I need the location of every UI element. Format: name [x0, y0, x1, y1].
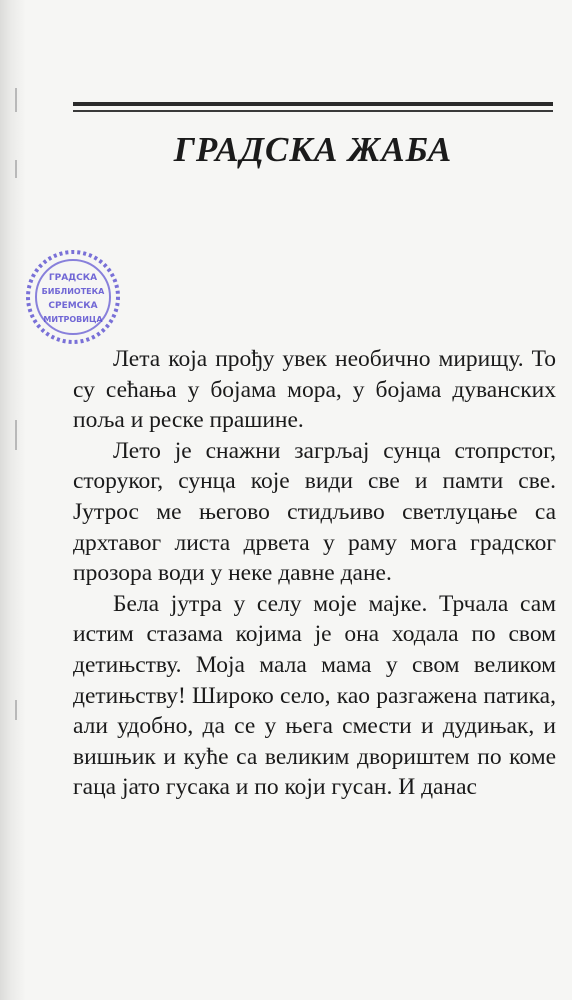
spine-mark	[15, 88, 17, 112]
spine-mark	[15, 160, 17, 178]
library-stamp	[24, 248, 122, 346]
chapter-title: ГРАДСКА ЖАБА	[173, 130, 453, 169]
spine-mark	[15, 420, 17, 450]
stamp-line: СРЕМСКА	[48, 301, 98, 311]
paragraph: Лета која прођу увек необично мирищу. То су сећања у бојама мора, у бојама дуванских поља и реске прашине.	[73, 346, 556, 434]
stamp-line: МИТРОВИЦА	[43, 315, 103, 324]
stamp-line: ГРАДСКА	[48, 273, 98, 283]
page-spine-shadow	[0, 0, 26, 1000]
body-text	[73, 344, 556, 803]
paragraph: Бела јутра у селу моје мајке. Трчала сам истим стазама којима је она ходала по свом детињству. Моја мала мама у свом великом детињству! Широко село, као разгажена патика, али удобно, да се у њега смести и дудињак, и вишњик и куће са великим двориштем по коме гаца јато гусака и по који гусан. И данас	[73, 590, 556, 801]
paragraph: Лето је снажни загрљај сунца стопрстог, сторуког, сунца које види све и памти све. Јутрос ме његово стидљиво светлуцање са дрхтавог листа дрвета у раму мога градског прозора води у неке давне дане.	[73, 437, 556, 587]
spine-mark	[15, 700, 17, 720]
header-rule-thin	[73, 110, 553, 112]
header-rule-thick	[73, 102, 553, 106]
stamp-line: БИБЛИОТЕКА	[41, 287, 105, 296]
